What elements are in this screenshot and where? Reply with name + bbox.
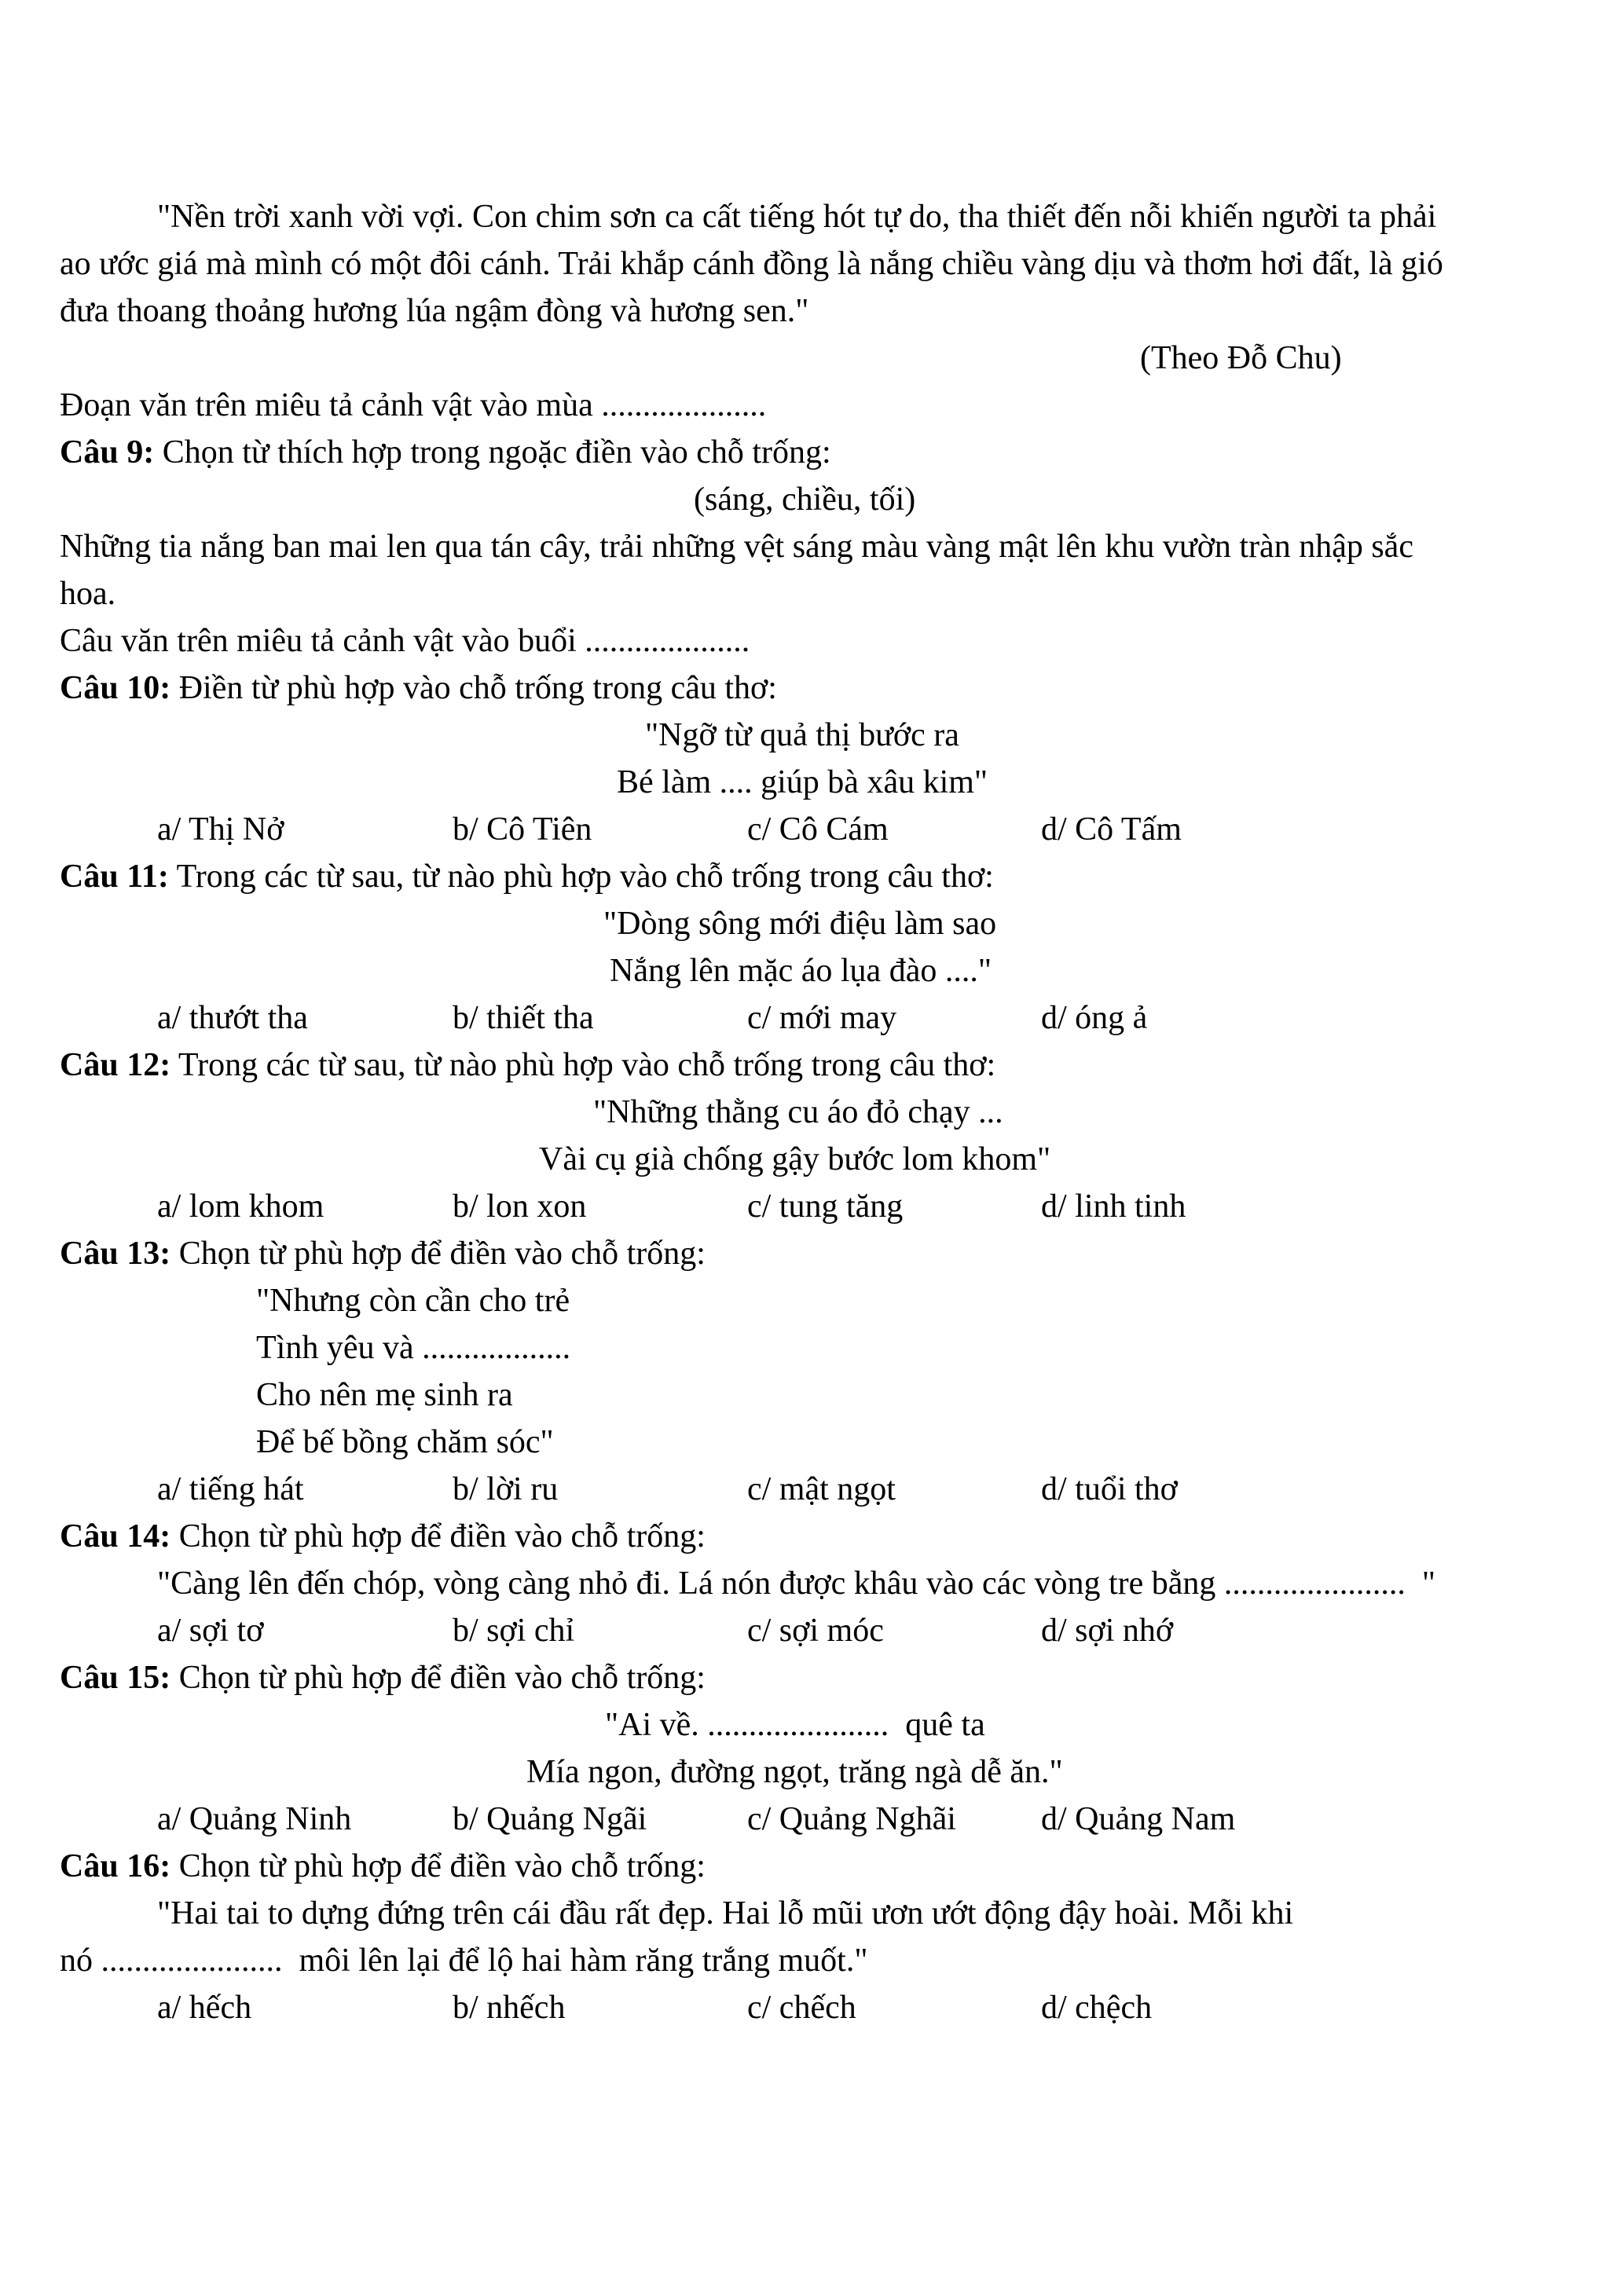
answer-option-a: a/ Thị Nở (157, 811, 284, 848)
answer-option-d: d/ sợi nhớ (1041, 1613, 1174, 1649)
question-prompt: Trong các từ sau, từ nào phù hợp vào chỗ trống trong câu thơ: (168, 859, 994, 895)
quote-line: "Càng lên đến chóp, vòng càng nhỏ đi. Lá nón được khâu vào các vòng tre bằng ...................... " (157, 1565, 1436, 1602)
answer-option-d: d/ tuổi thơ (1041, 1471, 1178, 1507)
question-9-heading (60, 429, 831, 476)
question-15-heading (60, 1654, 706, 1701)
answer-option-c: c/ mới may (747, 1000, 897, 1036)
answer-option-c: c/ sợi móc (747, 1613, 884, 1649)
question-prompt: Chọn từ thích hợp trong ngoặc điền vào chỗ trống: (154, 434, 831, 471)
answer-option-b: b/ nhếch (453, 1990, 566, 2026)
verse-line: "Nhưng còn cần cho trẻ (256, 1283, 570, 1319)
verse-line: Bé làm .... giúp bà xâu kim" (617, 764, 988, 800)
verse-line: "Dòng sông mới điệu làm sao (603, 906, 997, 942)
verse-line: Tình yêu và .................. (256, 1330, 571, 1366)
question-label: Câu 10: (60, 670, 171, 706)
answer-option-d: d/ chệch (1041, 1990, 1153, 2026)
question-label: Câu 11: (60, 859, 169, 895)
quote-line: nó ...................... môi lên lại để lộ hai hàm răng trắng muốt." (60, 1943, 868, 1979)
passage-source: (Theo Đỗ Chu) (1140, 340, 1342, 376)
question-hint: (sáng, chiều, tối) (694, 482, 916, 518)
question-10-heading (60, 665, 777, 712)
question-16-heading (60, 1843, 706, 1890)
verse-line: "Ngỡ từ quả thị bước ra (645, 717, 959, 753)
question-body-line: hoa. (60, 576, 116, 612)
question-label: Câu 13: (60, 1236, 171, 1272)
question-prompt: Chọn từ phù hợp để điền vào chỗ trống: (170, 1848, 706, 1884)
question-prompt: Trong các từ sau, từ nào phù hợp vào chỗ trống trong câu thơ: (170, 1047, 996, 1083)
answer-option-b: b/ lời ru (453, 1471, 559, 1507)
verse-line: "Những thằng cu áo đỏ chạy ... (593, 1094, 1003, 1130)
verse-line: Để bế bồng chăm sóc" (256, 1424, 554, 1460)
question-13-heading (60, 1230, 706, 1277)
verse-line: "Ai về. ...................... quê ta (605, 1707, 985, 1743)
answer-option-a: a/ Quảng Ninh (157, 1801, 352, 1837)
question-12-heading (60, 1042, 995, 1089)
answer-option-a: a/ lom khom (157, 1188, 324, 1225)
answer-option-c: c/ Cô Cám (747, 811, 889, 848)
answer-option-b: b/ lon xon (453, 1188, 587, 1225)
answer-option-d: d/ óng ả (1041, 1000, 1148, 1036)
answer-option-d: d/ linh tinh (1041, 1188, 1186, 1225)
question-body-line: Những tia nắng ban mai len qua tán cây, trải những vệt sáng màu vàng mật lên khu vườn tràn nhập sắc (60, 529, 1413, 565)
question-11-heading (60, 853, 994, 900)
passage-line: "Nền trời xanh vời vợi. Con chim sơn ca cất tiếng hót tự do, tha thiết đến nỗi khiến người ta phải (157, 199, 1437, 235)
answer-option-d: d/ Cô Tấm (1041, 811, 1182, 848)
answer-option-b: b/ sợi chỉ (453, 1613, 575, 1649)
answer-option-a: a/ sợi tơ (157, 1613, 264, 1649)
question-prompt: Chọn từ phù hợp để điền vào chỗ trống: (170, 1518, 706, 1554)
answer-option-c: c/ mật ngọt (747, 1471, 896, 1507)
verse-line: Mía ngon, đường ngọt, trăng ngà dễ ăn." (526, 1754, 1063, 1790)
answer-option-a: a/ thướt tha (157, 1000, 308, 1036)
question-prompt: Điền từ phù hợp vào chỗ trống trong câu thơ: (170, 670, 777, 706)
answer-option-b: b/ Quảng Ngãi (453, 1801, 647, 1837)
answer-option-c: c/ chếch (747, 1990, 856, 2026)
verse-line: Nắng lên mặc áo lụa đào ...." (610, 953, 992, 989)
answer-option-b: b/ thiết tha (453, 1000, 594, 1036)
answer-option-c: c/ tung tăng (747, 1188, 904, 1225)
passage-line: ao ước giá mà mình có một đôi cánh. Trải khắp cánh đồng là nắng chiều vàng dịu và thơm hơi đất, là gió (60, 246, 1443, 282)
quote-line: "Hai tai to dựng đứng trên cái đầu rất đẹp. Hai lỗ mũi ươn ướt động đậy hoài. Mỗi khi (157, 1895, 1294, 1932)
question-14-heading (60, 1513, 706, 1560)
answer-option-b: b/ Cô Tiên (453, 811, 592, 848)
passage-line: đưa thoang thoảng hương lúa ngậm đòng và hương sen." (60, 293, 809, 329)
question-label: Câu 14: (60, 1518, 171, 1554)
question-prompt: Chọn từ phù hợp để điền vào chỗ trống: (170, 1660, 706, 1696)
question-label: Câu 15: (60, 1660, 171, 1696)
verse-line: Vài cụ già chống gậy bước lom khom" (539, 1141, 1051, 1177)
verse-line: Cho nên mẹ sinh ra (256, 1377, 513, 1413)
answer-option-c: c/ Quảng Nghãi (747, 1801, 956, 1837)
answer-option-a: a/ tiếng hát (157, 1471, 304, 1507)
question-line: Đoạn văn trên miêu tả cảnh vật vào mùa .................... (60, 387, 767, 423)
answer-option-d: d/ Quảng Nam (1041, 1801, 1236, 1837)
question-prompt: Chọn từ phù hợp để điền vào chỗ trống: (170, 1236, 706, 1272)
question-label: Câu 12: (60, 1047, 171, 1083)
question-body-line: Câu văn trên miêu tả cảnh vật vào buổi .................... (60, 623, 750, 659)
answer-option-a: a/ hếch (157, 1990, 252, 2026)
question-label: Câu 16: (60, 1848, 171, 1884)
question-label: Câu 9: (60, 434, 155, 471)
